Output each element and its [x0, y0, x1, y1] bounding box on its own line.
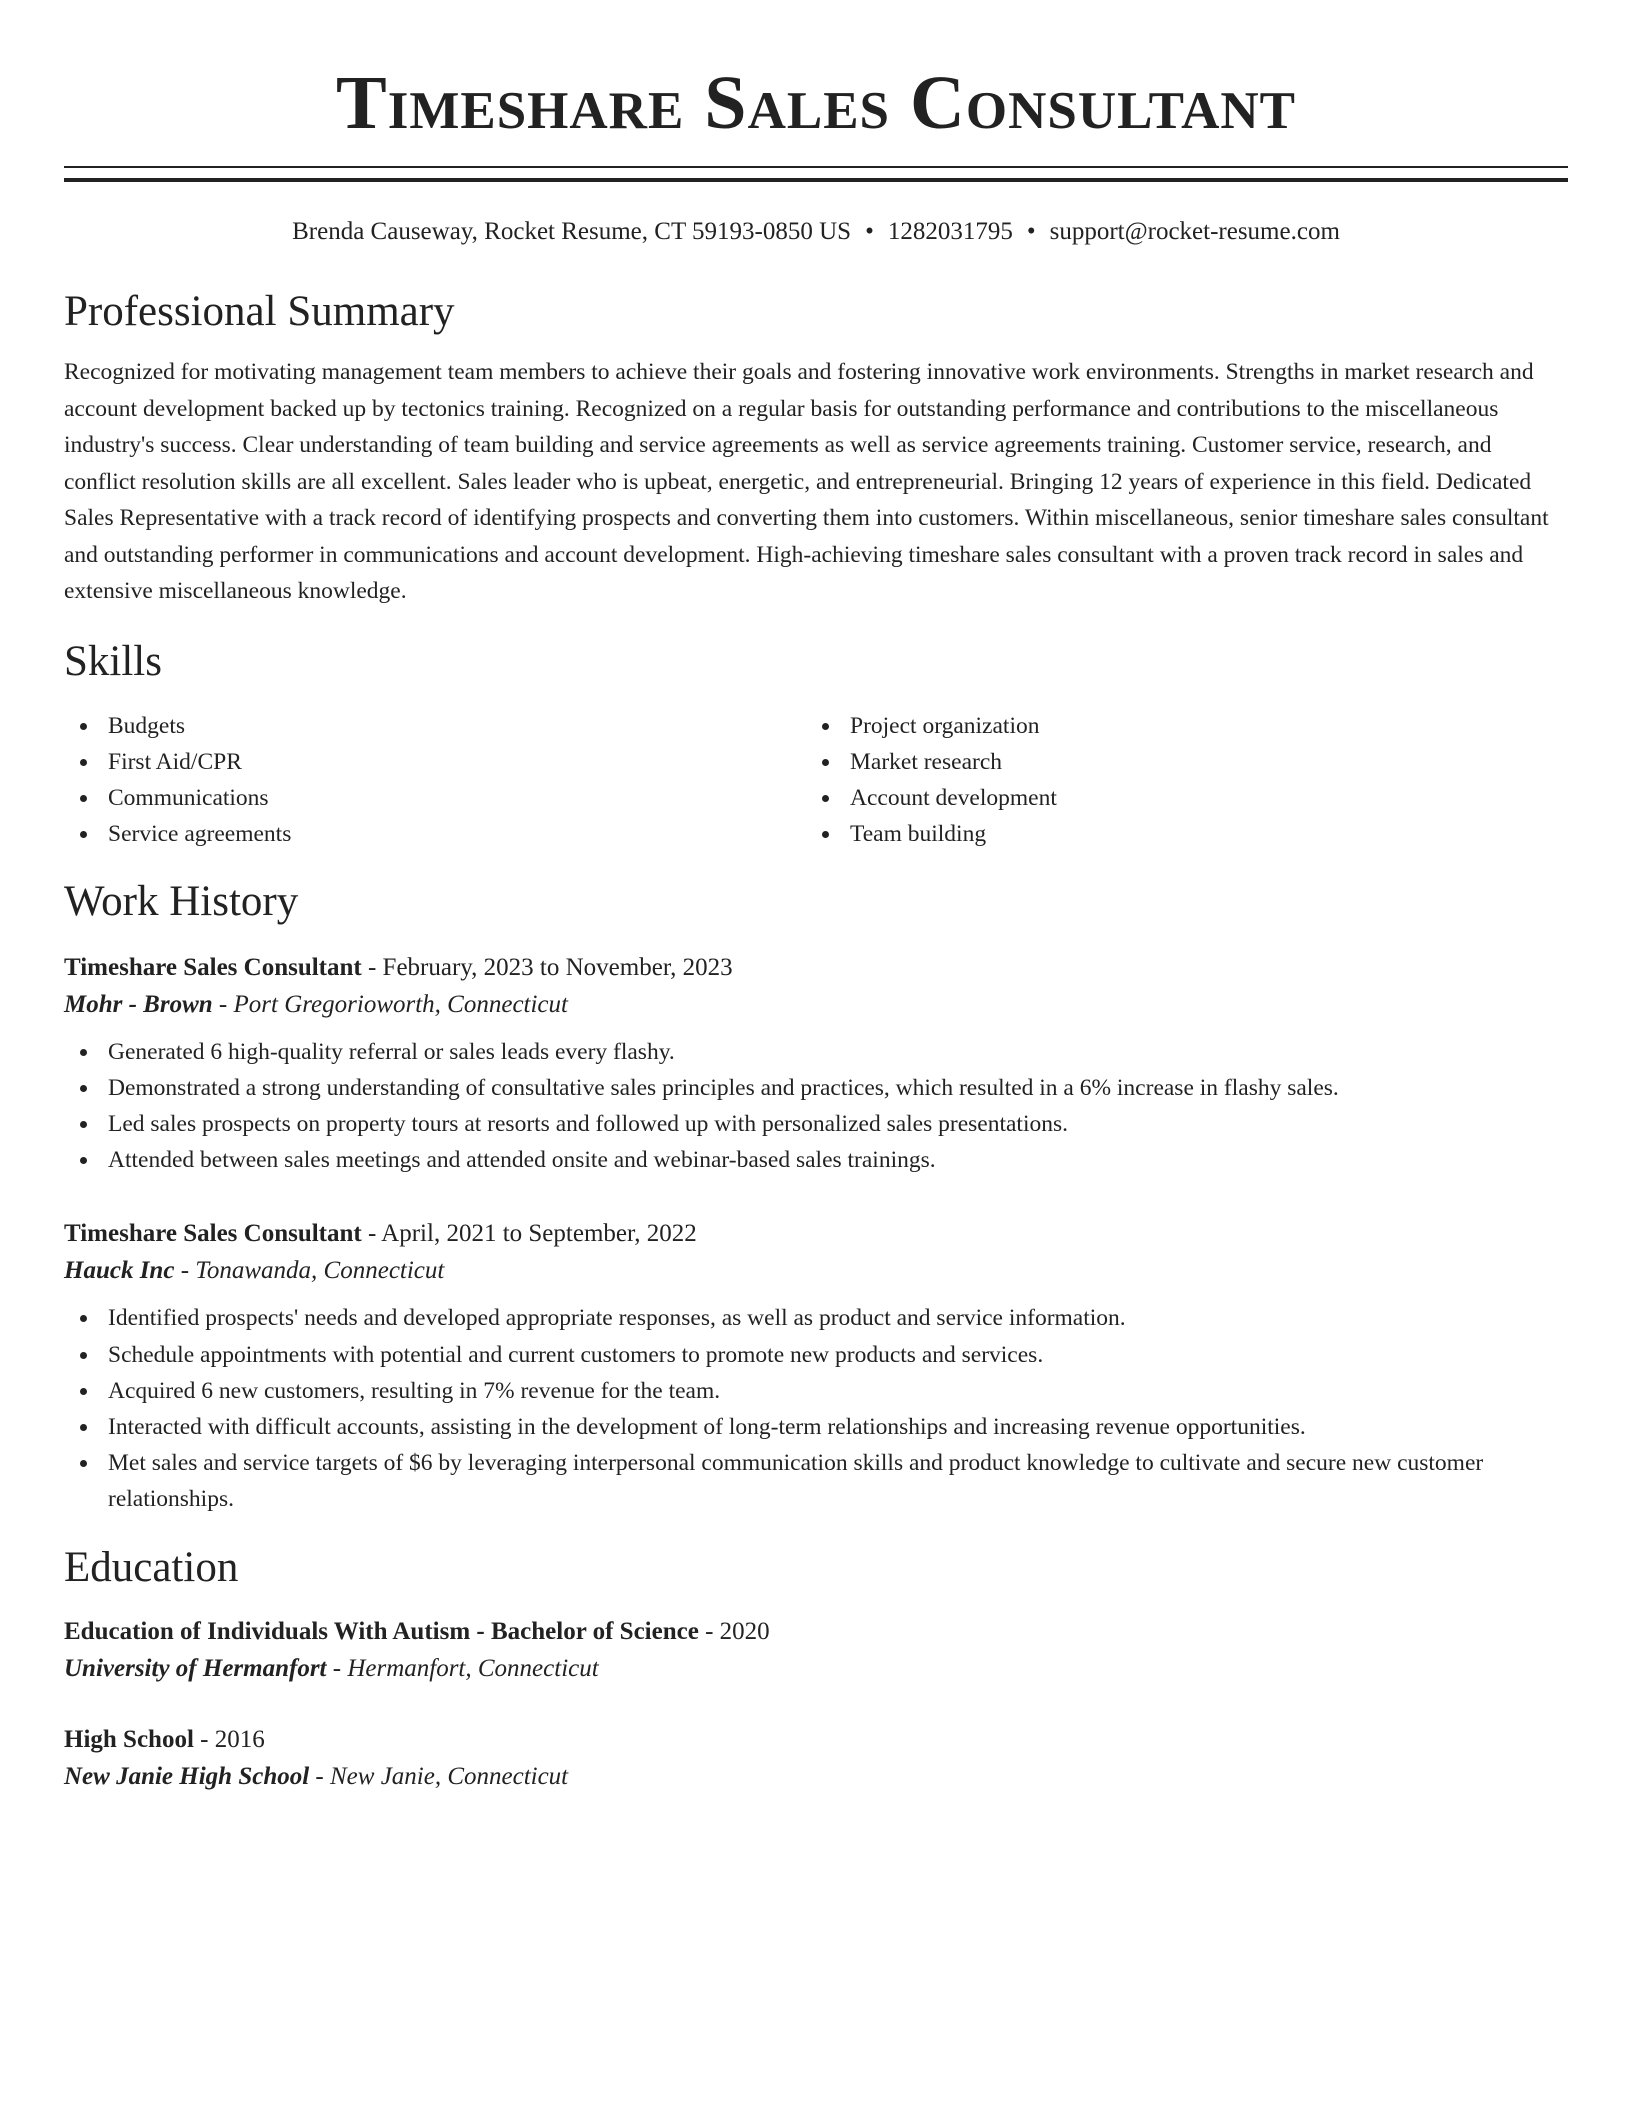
job-bullet: Attended between sales meetings and attended onsite and webinar-based sales trainings.: [64, 1142, 1568, 1178]
job-bullet: Interacted with difficult accounts, assisting in the development of long-term relationships and increasing revenue opportunities.: [64, 1409, 1568, 1445]
skill-item: Market research: [806, 744, 1548, 780]
job-entry: [64, 950, 1568, 1179]
skills-list: [64, 708, 1568, 852]
work-history-heading: Work History: [64, 877, 299, 925]
contact-line: [64, 216, 1568, 248]
education-entry: [64, 1722, 1568, 1796]
education-degree-line: [64, 1614, 1568, 1650]
contact-phone: 1282031795: [887, 218, 1013, 245]
education-year: - 2020: [698, 1617, 770, 1645]
job-bullet: Acquired 6 new customers, resulting in 7% revenue for the team.: [64, 1373, 1568, 1409]
job-company: Mohr - Brown: [64, 990, 213, 1018]
skills-column-right: [806, 708, 1548, 852]
education-degree-line: [64, 1722, 1568, 1758]
education-location: - Hermanfort, Connecticut: [326, 1654, 599, 1682]
skill-item: Service agreements: [64, 816, 806, 852]
job-bullet: Demonstrated a strong understanding of consultative sales principles and practices, which resulted in a 6% increase in flashy sales.: [64, 1070, 1568, 1106]
summary-text: Recognized for motivating management team members to achieve their goals and fostering innovative work environments. Strengths in market research and account development backed up by tectonics training. Recognized on a regular basis for outstanding performance and contributions to the miscellaneous industry's success. Clear understanding of team building and service agreements as well as service agreements training. Customer service, research, and conflict resolution skills are all excellent. Sales leader who is upbeat, energetic, and entrepreneurial. Bringing 12 years of experience in this field. Dedicated Sales Representative with a track record of identifying prospects and converting them into customers. Within miscellaneous, senior timeshare sales consultant and outstanding performer in communications and account development. High-achieving timeshare sales consultant with a proven track record in sales and extensive miscellaneous knowledge.: [64, 359, 1549, 604]
skill-item: Team building: [806, 816, 1548, 852]
job-bullet: Led sales prospects on property tours at resorts and followed up with personalized sales presentations.: [64, 1106, 1568, 1142]
job-location: - Port Gregorioworth, Connecticut: [212, 990, 568, 1018]
contact-separator: •: [1026, 218, 1036, 245]
summary-heading: Professional Summary: [64, 288, 455, 335]
education-school: New Janie High School: [64, 1762, 310, 1790]
job-company: Hauck Inc: [64, 1257, 175, 1285]
education-heading: Education: [64, 1543, 239, 1591]
skill-item: Communications: [64, 780, 806, 816]
job-bullet: Identified prospects' needs and developed appropriate responses, as well as product and service information.: [64, 1300, 1568, 1336]
job-entry: [64, 1216, 1568, 1517]
skills-heading: Skills: [64, 637, 162, 685]
skill-item: First Aid/CPR: [64, 744, 806, 780]
education-year: - 2016: [193, 1725, 265, 1753]
skill-item: Account development: [806, 780, 1548, 816]
job-company-line: [64, 986, 1568, 1024]
job-location: - Tonawanda, Connecticut: [174, 1257, 445, 1285]
job-bullet: Schedule appointments with potential and current customers to promote new products and services.: [64, 1337, 1568, 1373]
job-company-line: [64, 1252, 1568, 1290]
education-location: - New Janie, Connecticut: [309, 1762, 569, 1790]
job-bullets: [64, 1300, 1568, 1517]
job-dates: - February, 2023 to November, 2023: [361, 953, 733, 981]
education-degree: High School: [64, 1725, 194, 1753]
job-title: Timeshare Sales Consultant: [64, 1220, 362, 1248]
job-bullet: Met sales and service targets of $6 by leveraging interpersonal communication skills and product knowledge to cultivate and secure new customer relationships.: [64, 1445, 1568, 1517]
education-school: University of Hermanfort: [64, 1654, 327, 1682]
contact-address: Brenda Causeway, Rocket Resume, CT 59193-0850 US: [292, 218, 852, 245]
resume-title: Timeshare Sales Consultant: [336, 61, 1296, 145]
skill-item: Budgets: [64, 708, 806, 744]
title-divider: [64, 166, 1568, 182]
job-bullets: [64, 1034, 1568, 1179]
job-title: Timeshare Sales Consultant: [64, 953, 362, 981]
contact-email: support@rocket-resume.com: [1049, 218, 1340, 245]
education-degree: Education of Individuals With Autism - Bachelor of Science: [64, 1617, 699, 1645]
contact-separator: •: [865, 218, 874, 245]
education-school-line: [64, 1650, 1568, 1688]
skills-column-left: [64, 708, 806, 852]
job-dates: - April, 2021 to September, 2022: [361, 1220, 697, 1248]
job-title-line: [64, 1216, 1568, 1252]
education-entry: [64, 1614, 1568, 1688]
education-school-line: [64, 1758, 1568, 1796]
job-title-line: [64, 950, 1568, 986]
job-bullet: Generated 6 high-quality referral or sales leads every flashy.: [64, 1034, 1568, 1070]
skill-item: Project organization: [806, 708, 1548, 744]
